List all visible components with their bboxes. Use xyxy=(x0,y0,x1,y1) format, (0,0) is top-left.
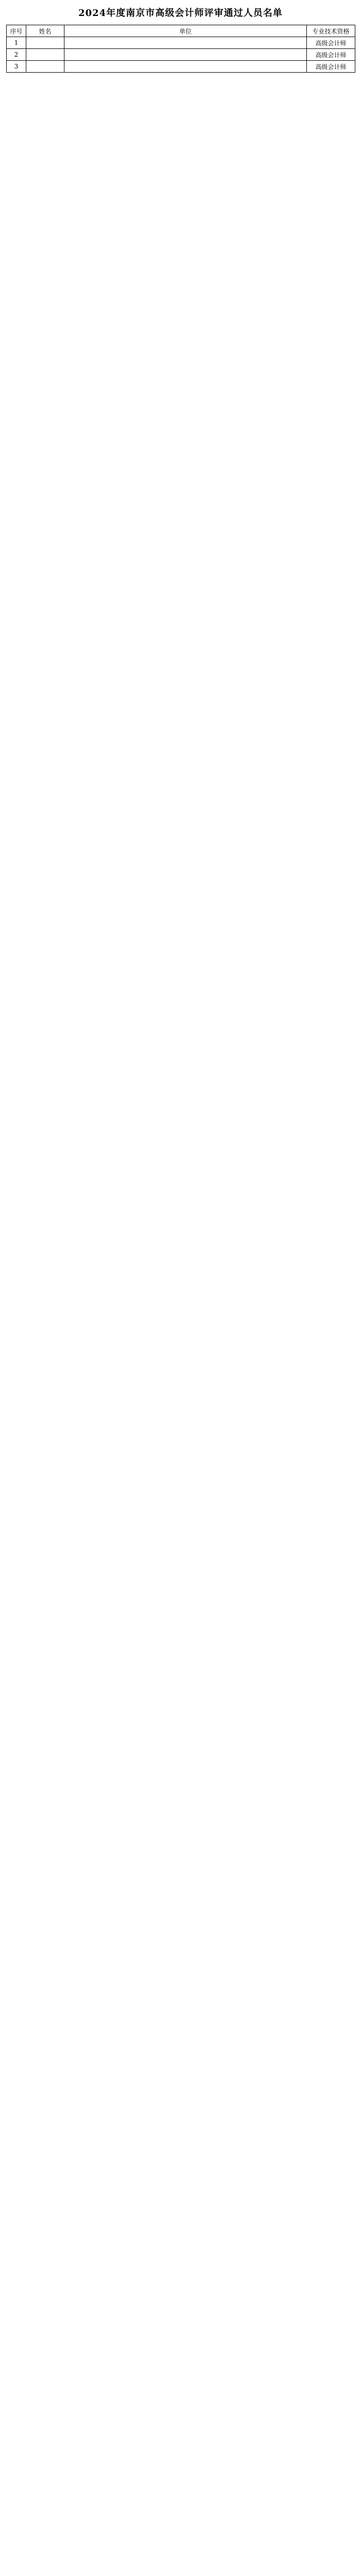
person-name xyxy=(26,49,64,61)
column-header-organization: 单位 xyxy=(64,25,307,37)
qualification: 高级会计师 xyxy=(307,37,355,49)
person-name xyxy=(26,37,64,49)
row-number: 2 xyxy=(7,49,26,61)
column-header-name: 姓名 xyxy=(26,25,64,37)
row-number: 1 xyxy=(7,37,26,49)
organization-name xyxy=(64,61,307,73)
table-row xyxy=(7,61,355,73)
person-name xyxy=(26,61,64,73)
document-page xyxy=(6,0,355,73)
document-title: 2024年度南京市高级会计师评审通过人员名单 xyxy=(78,8,283,19)
qualification: 高级会计师 xyxy=(307,49,355,61)
header-row xyxy=(7,25,355,37)
table-row xyxy=(7,37,355,49)
table-row xyxy=(7,49,355,61)
row-number: 3 xyxy=(7,61,26,73)
roster-table xyxy=(6,25,355,73)
organization-name xyxy=(64,37,307,49)
organization-name xyxy=(64,49,307,61)
roster-body xyxy=(7,37,355,73)
column-header-qualification: 专业技术资格 xyxy=(307,25,355,37)
qualification: 高级会计师 xyxy=(307,61,355,73)
column-header-number: 序号 xyxy=(7,25,26,37)
